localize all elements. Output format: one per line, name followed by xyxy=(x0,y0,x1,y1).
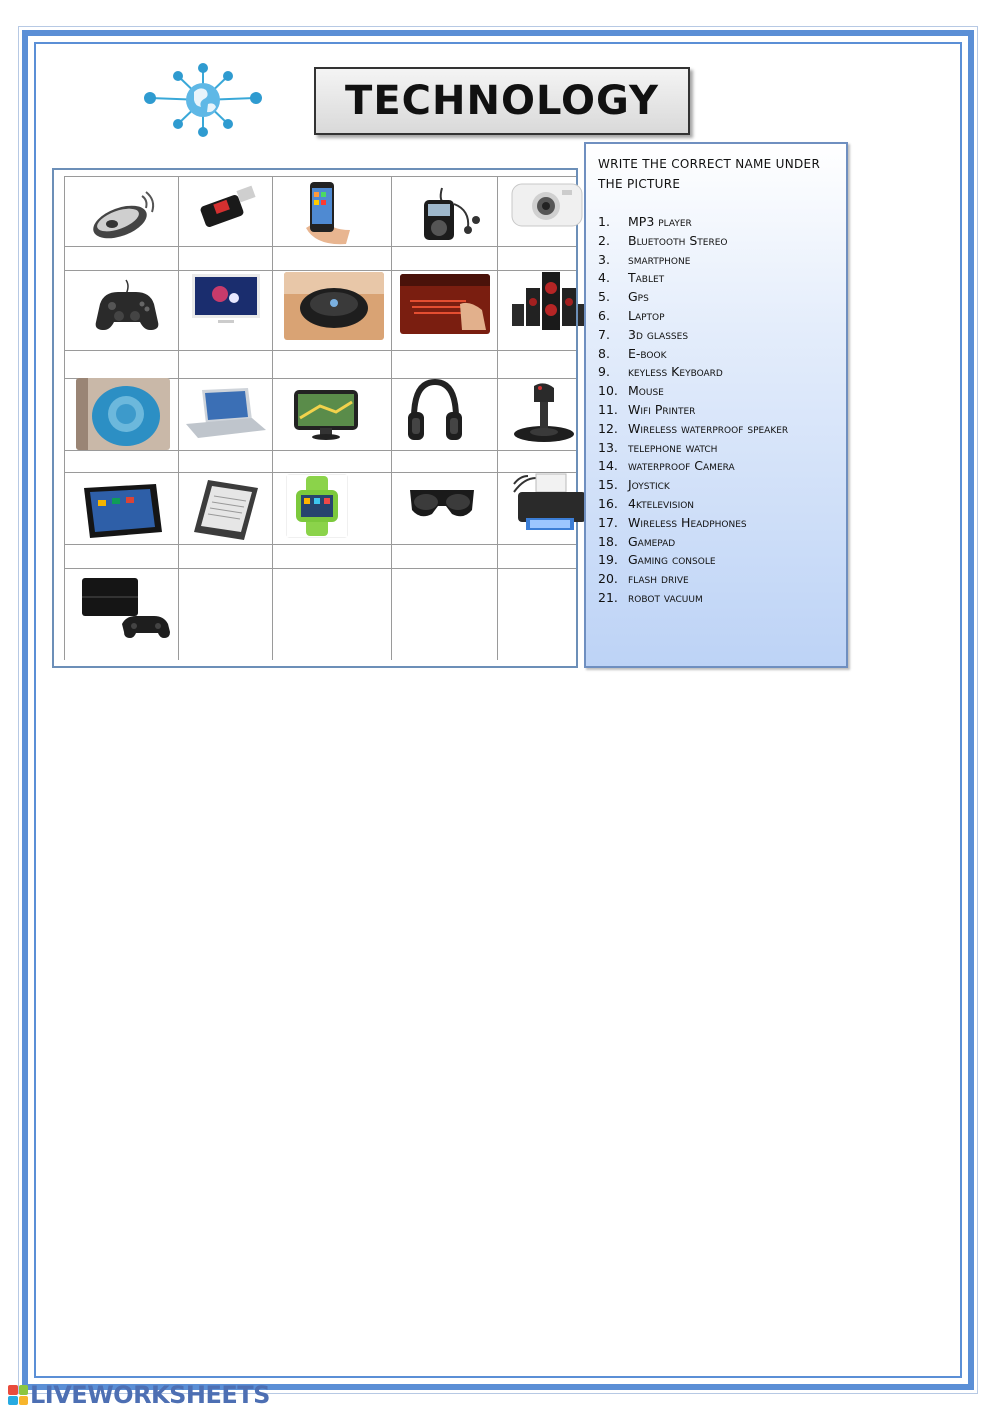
list-item: 17. Wireless Headphones xyxy=(598,514,747,530)
tablet-image xyxy=(78,478,166,542)
smartphone-image xyxy=(296,178,354,246)
list-item: 5. Gps xyxy=(598,289,649,305)
robot-vacuum-image xyxy=(284,272,384,340)
grid-line xyxy=(64,246,576,247)
gaming-console-image xyxy=(76,572,172,642)
grid-line xyxy=(178,176,179,660)
bluetooth-stereo-image xyxy=(508,270,594,334)
footer-brand[interactable] xyxy=(8,1380,270,1410)
grid-line xyxy=(272,176,273,660)
flash-drive-image xyxy=(196,182,258,230)
wireless-mouse-image xyxy=(84,184,160,242)
keyless-keyboard-image xyxy=(400,274,490,334)
title-banner xyxy=(314,67,690,135)
list-item: 18. Gamepad xyxy=(598,533,676,549)
brand-logo-icon xyxy=(8,1385,28,1405)
list-item: 19. Gaming console xyxy=(598,552,716,568)
instruction-text: WRITE THE CORRECT NAME UNDER THE PICTURE xyxy=(598,157,821,191)
page-title: TECHNOLOGY xyxy=(345,78,659,124)
list-item: 13. telephone watch xyxy=(598,439,718,455)
joystick-image xyxy=(506,380,580,444)
grid-line xyxy=(64,472,576,473)
list-item: 2. Bluetooth Stereo xyxy=(598,232,728,248)
word-bank-panel xyxy=(584,142,848,668)
wifi-printer-image xyxy=(508,472,594,540)
waterproof-speaker-image xyxy=(76,378,170,450)
grid-line xyxy=(64,450,576,451)
list-item: 16. 4ktelevision xyxy=(598,495,695,511)
4k-television-image xyxy=(190,272,262,326)
brand-name: LIVEWORKSHEETS xyxy=(30,1381,270,1409)
grid-line xyxy=(391,176,392,660)
mp3-player-image xyxy=(414,184,482,244)
grid-line xyxy=(64,544,576,545)
grid-line xyxy=(64,176,576,177)
grid-line xyxy=(497,176,498,660)
list-item: 8. E-book xyxy=(598,345,667,361)
wireless-headphones-image xyxy=(404,378,466,446)
list-item: 9. keyless Keyboard xyxy=(598,364,723,380)
list-item: 4. Tablet xyxy=(598,270,665,286)
grid-line xyxy=(64,568,576,569)
gamepad-image xyxy=(92,276,162,334)
list-item: 21. robot vacuum xyxy=(598,589,703,605)
gps-image xyxy=(286,382,376,440)
list-item: 20. flash drive xyxy=(598,571,689,587)
list-item: 12. Wireless waterproof speaker xyxy=(598,420,789,436)
grid-line xyxy=(64,350,576,351)
list-item: 6. Laptop xyxy=(598,307,665,323)
network-globe-icon xyxy=(132,62,274,138)
grid-line xyxy=(64,270,576,271)
list-item: 1. MP3 player xyxy=(598,214,692,229)
laptop-image xyxy=(182,384,268,444)
3d-glasses-image xyxy=(406,480,478,524)
telephone-watch-image xyxy=(286,474,348,538)
list-item: 14. waterproof Camera xyxy=(598,458,735,474)
word-bank-list xyxy=(598,214,788,609)
waterproof-camera-image xyxy=(510,180,584,230)
list-item: 3. smartphone xyxy=(598,251,691,267)
picture-grid xyxy=(52,168,578,668)
list-item: 10. Mouse xyxy=(598,383,664,399)
list-item: 15. Joystick xyxy=(598,477,670,493)
list-item: 7. 3d glasses xyxy=(598,326,689,342)
e-book-image xyxy=(188,476,266,542)
list-item: 11. Wifi Printer xyxy=(598,401,696,417)
grid-line xyxy=(64,176,65,660)
